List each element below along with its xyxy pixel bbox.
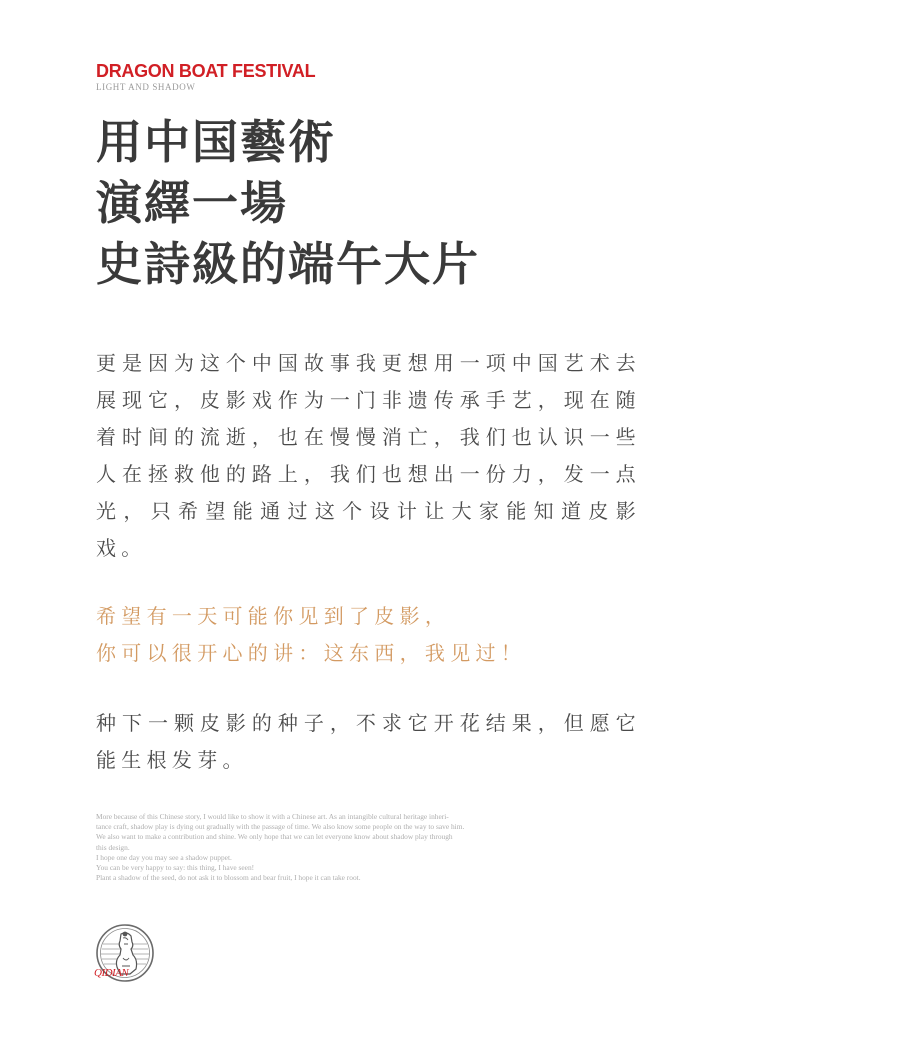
story-paragraph: 更是因为这个中国故事我更想用一项中国艺术去展现它，皮影戏作为一门非遗传承手艺，现在随着时间的流逝，也在慢慢消亡，我们也认识一些人在拯救他的路上，我们也想出一份力，发一点光，只希望能通过这个设计让大家能知道皮影戏。: [96, 351, 641, 560]
headline-line-2: 演繹一場: [96, 176, 288, 230]
english-translation: [96, 812, 526, 883]
highlight-line-1: 希望有一天可能你见到了皮影，: [96, 604, 451, 628]
english-line: We also want to make a contribution and shine. We only hope that we can let everyone know about shadow play through: [96, 832, 453, 842]
headline: [96, 112, 656, 295]
closing-paragraph: 种下一颗皮影的种子，不求它开花结果，但愿它能生根发芽。: [96, 711, 641, 772]
brand-title: DRAGON BOAT FESTIVAL: [96, 61, 316, 81]
english-line: You can be very happy to say: this thing, I have seen!: [96, 863, 255, 873]
highlight-paragraph: [96, 598, 641, 672]
english-line: I hope one day you may see a shadow puppet.: [96, 852, 232, 862]
headline-line-1: 用中国藝術: [96, 115, 336, 169]
headline-line-3: 史詩級的端午大片: [96, 237, 480, 291]
highlight-line-2: 你可以很开心的讲：这东西，我见过！: [96, 641, 527, 665]
brand-subtitle: LIGHT AND SHADOW: [96, 82, 196, 92]
english-line: Plant a shadow of the seed, do not ask it to blossom and bear fruit, I hope it can take root.: [96, 873, 361, 883]
logo-text: QIDIAN: [94, 967, 129, 979]
header: [96, 60, 315, 93]
english-line: More because of this Chinese story, I would like to show it with a Chinese art. As an intangible cultural heritage inheri-: [96, 812, 449, 821]
english-line: tance craft, shadow play is dying out gradually with the passage of time. We also know some people on the way to save him.: [96, 822, 465, 832]
english-line: this design.: [96, 842, 130, 852]
